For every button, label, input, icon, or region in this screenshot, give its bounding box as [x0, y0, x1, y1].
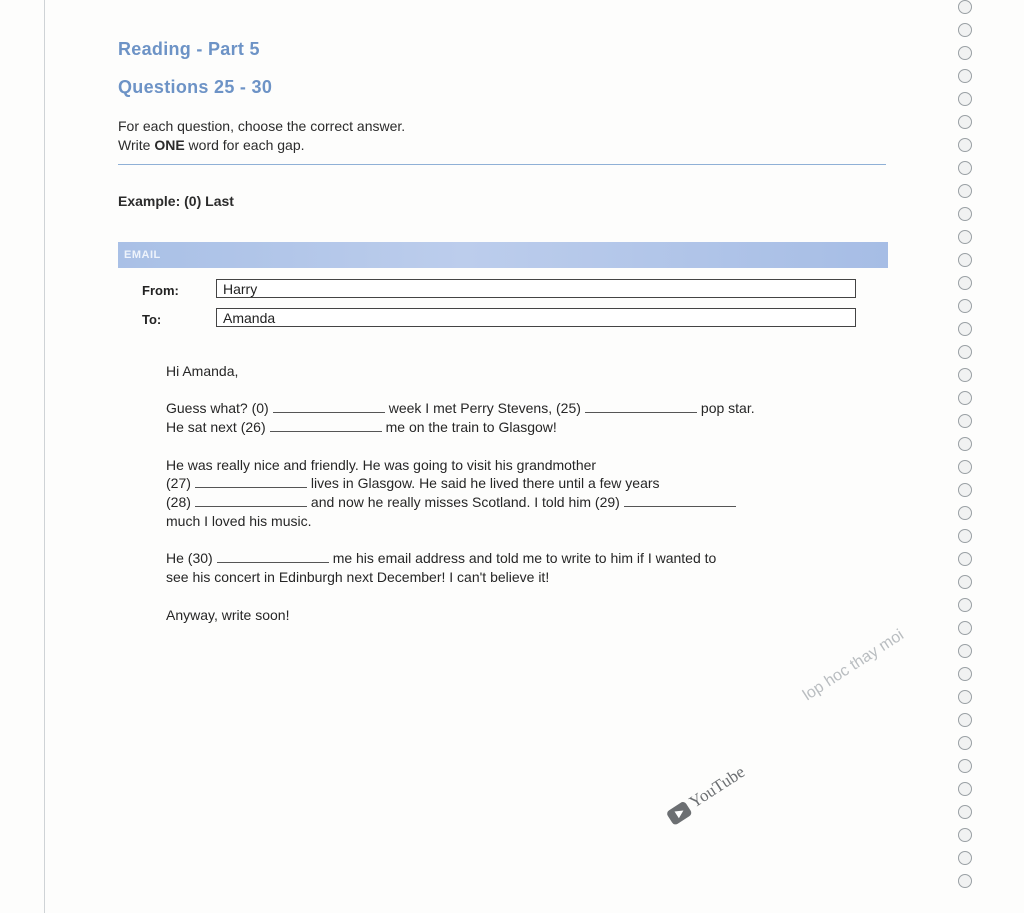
email-line-3: He was really nice and friendly. He was going to visit his grandmother [166, 457, 597, 473]
email-line-8: see his concert in Edinburgh next December! I can't believe it! [166, 569, 550, 585]
binding-ring [958, 644, 972, 658]
part-title: Reading - Part 5 [118, 39, 260, 59]
example-text: Example: (0) Last [118, 193, 234, 209]
binding-ring [958, 368, 972, 382]
binding-ring [958, 437, 972, 451]
email-line-4 [166, 475, 660, 491]
line-4-part-a: (27) [166, 475, 191, 491]
email-line-1 [166, 400, 755, 416]
binding-ring [958, 138, 972, 152]
binding-ring [958, 92, 972, 106]
line-1-part-a: Guess what? (0) [166, 400, 269, 416]
gap-28 [195, 496, 307, 507]
instruction-suffix: word for each gap. [184, 137, 305, 153]
line-2-part-a: He sat next (26) [166, 419, 266, 435]
divider-rule [118, 164, 886, 165]
gap-29 [624, 496, 736, 507]
binding-ring [958, 161, 972, 175]
instruction-line-2 [118, 137, 305, 153]
binding-ring [958, 805, 972, 819]
youtube-text: YouTube [685, 762, 749, 812]
binding-ring [958, 184, 972, 198]
gap-0 [273, 402, 385, 413]
binding-ring [958, 690, 972, 704]
gap-26 [270, 421, 382, 432]
binding-ring [958, 598, 972, 612]
from-value: Harry [223, 281, 258, 297]
binding-ring [958, 874, 972, 888]
youtube-watermark [664, 762, 749, 827]
line-5-part-a: (28) [166, 494, 191, 510]
youtube-play-icon [666, 801, 693, 826]
binding-ring [958, 851, 972, 865]
binding-ring [958, 713, 972, 727]
gap-27 [195, 477, 307, 488]
email-line-7 [166, 550, 716, 566]
email-line-5 [166, 494, 740, 510]
binding-ring [958, 69, 972, 83]
binding-ring [958, 322, 972, 336]
binding-ring [958, 529, 972, 543]
instruction-line-1: For each question, choose the correct answer. [118, 118, 406, 134]
to-field [216, 308, 856, 327]
binding-ring [958, 253, 972, 267]
binding-ring [958, 483, 972, 497]
binding-ring [958, 230, 972, 244]
instruction-bold: ONE [154, 137, 185, 153]
binding-ring [958, 759, 972, 773]
line-1-part-b: week I met Perry Stevens, (25) [388, 400, 581, 416]
questions-title: Questions 25 - 30 [118, 77, 273, 97]
to-label: To: [142, 312, 162, 327]
instruction-prefix: Write [118, 137, 155, 153]
binding-ring [958, 115, 972, 129]
binding-ring [958, 207, 972, 221]
email-line-6: much I loved his music. [166, 513, 312, 529]
email-line-2 [166, 419, 557, 435]
gap-25 [585, 402, 697, 413]
from-label: From: [142, 283, 179, 298]
email-greeting: Hi Amanda, [166, 363, 239, 379]
line-7-part-a: He (30) [166, 550, 213, 566]
binding-ring [958, 391, 972, 405]
watermark-text: lop hoc thay moi [800, 626, 907, 705]
binding-ring [958, 552, 972, 566]
binding-ring [958, 345, 972, 359]
line-1-part-c: pop star. [700, 400, 755, 416]
binding-ring [958, 736, 972, 750]
binding-ring [958, 506, 972, 520]
binding-ring [958, 0, 972, 14]
email-header-bar [118, 242, 888, 268]
line-2-part-b: me on the train to Glasgow! [385, 419, 557, 435]
binding-ring [958, 782, 972, 796]
binding-ring [958, 276, 972, 290]
from-field [216, 279, 856, 298]
binding-ring [958, 621, 972, 635]
binding-ring [958, 667, 972, 681]
to-value: Amanda [223, 310, 276, 326]
gap-30 [217, 552, 329, 563]
binding-ring [958, 460, 972, 474]
line-7-part-b: me his email address and told me to write to him if I wanted to [332, 550, 717, 566]
binding-ring [958, 575, 972, 589]
page-margin-line [44, 0, 45, 913]
binding-ring [958, 299, 972, 313]
email-bar-label: EMAIL [124, 249, 161, 261]
email-closing: Anyway, write soon! [166, 607, 290, 623]
line-4-part-b: lives in Glasgow. He said he lived there until a few years [310, 475, 660, 491]
binding-ring [958, 828, 972, 842]
binding-ring [958, 23, 972, 37]
line-5-part-b: and now he really misses Scotland. I told him (29) [310, 494, 620, 510]
binding-ring [958, 414, 972, 428]
binding-ring [958, 46, 972, 60]
